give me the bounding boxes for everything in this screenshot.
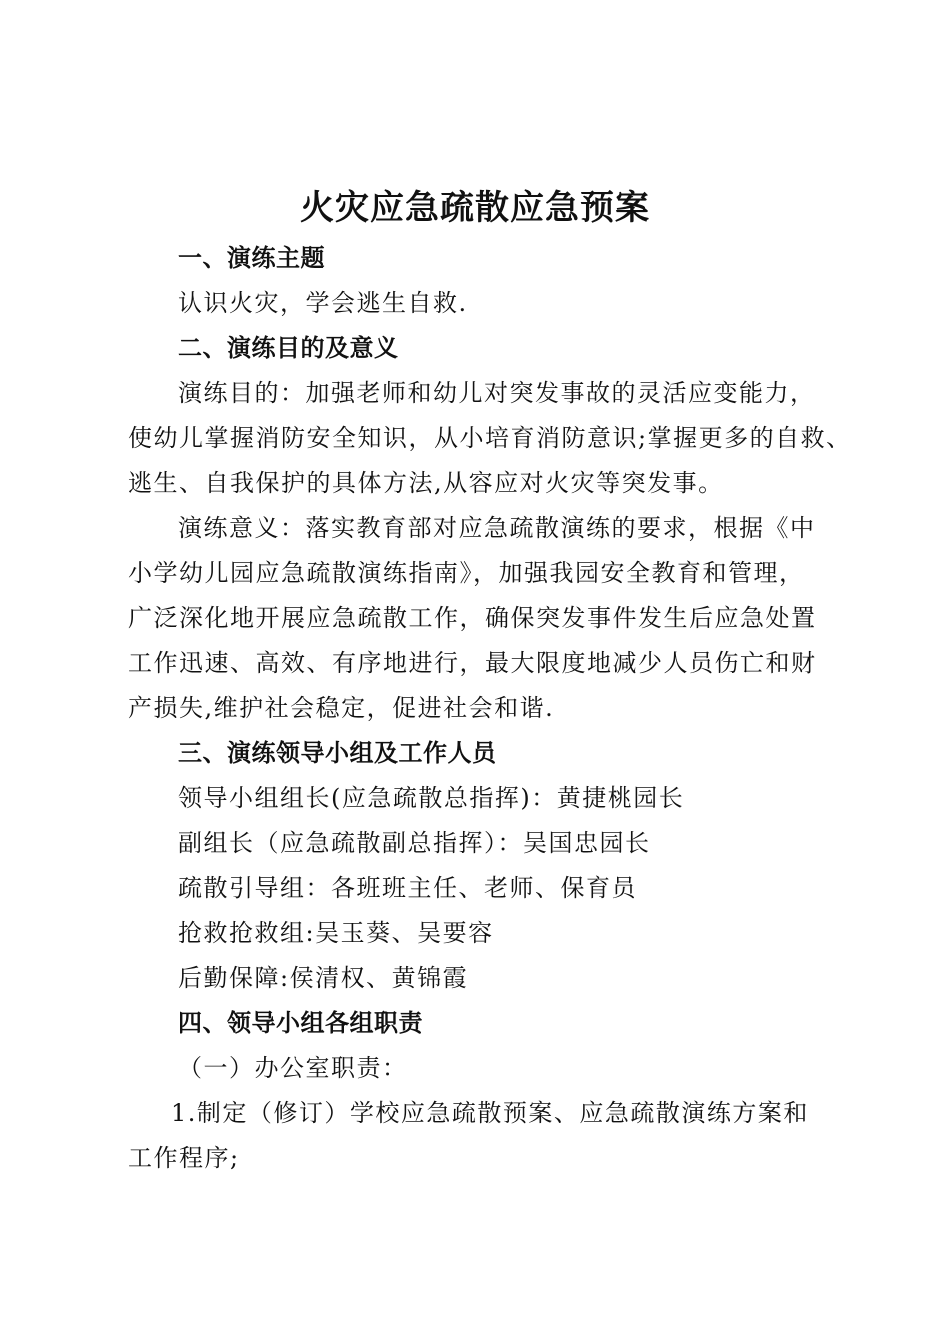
paragraph-line: 广泛深化地开展应急疏散工作，确保突发事件发生后应急处置	[128, 604, 817, 632]
section-heading-theme: 一、演练主题	[178, 244, 325, 272]
paragraph-line: 产损失,维护社会稳定，促进社会和谐.	[128, 694, 555, 722]
section-heading-purpose: 二、演练目的及意义	[178, 334, 399, 362]
paragraph-line: 演练目的：加强老师和幼儿对突发事故的灵活应变能力，	[178, 379, 816, 407]
paragraph-line: 抢救抢救组:吴玉葵、吴要容	[178, 919, 494, 947]
paragraph-line: 工作迅速、高效、有序地进行，最大限度地减少人员伤亡和财	[128, 649, 817, 677]
paragraph-line: 后勤保障:侯清权、黄锦霞	[178, 964, 469, 992]
paragraph-line: 疏散引导组：各班班主任、老师、保育员	[178, 874, 637, 902]
paragraph-line: 1.制定（修订）学校应急疏散预案、应急疏散演练方案和	[171, 1099, 809, 1127]
paragraph-line: 工作程序;	[128, 1144, 240, 1172]
paragraph-line: 副组长（应急疏散副总指挥）：吴国忠园长	[178, 829, 651, 857]
section-heading-leadership: 三、演练领导小组及工作人员	[178, 739, 497, 767]
paragraph-line: 领导小组组长(应急疏散总指挥)：黄捷桃园长	[178, 784, 685, 812]
paragraph-line: 小学幼儿园应急疏散演练指南》，加强我园安全教育和管理，	[128, 559, 805, 587]
sub-heading-office-duties: （一）办公室职责：	[178, 1054, 408, 1082]
paragraph-line: 认识火灾，学会逃生自救.	[178, 289, 468, 317]
section-heading-duties: 四、领导小组各组职责	[178, 1009, 423, 1037]
paragraph-line: 逃生、自我保护的具体方法,从容应对火灾等突发事。	[128, 469, 724, 497]
paragraph-line: 演练意义：落实教育部对应急疏散演练的要求，根据《中	[178, 514, 816, 542]
document-title: 火灾应急疏散应急预案	[300, 188, 650, 228]
document-body	[128, 236, 852, 1181]
paragraph-line: 使幼儿掌握消防安全知识，从小培育消防意识;掌握更多的自救、	[128, 424, 852, 452]
